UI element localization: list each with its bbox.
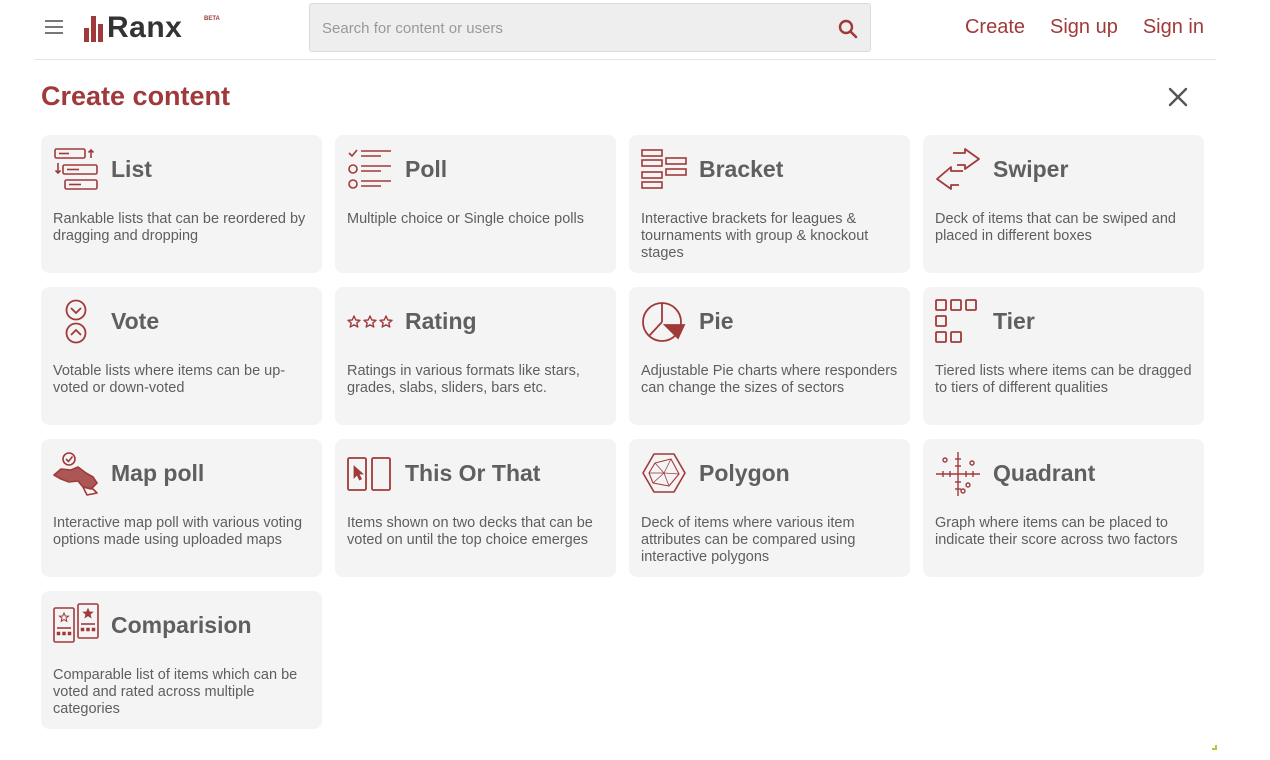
- map-poll-icon: [53, 451, 99, 497]
- sign-up-link[interactable]: Sign up: [1050, 16, 1118, 38]
- card-description: Tiered lists where items can be dragged to tiers of different qualities: [935, 363, 1192, 396]
- card-bracket[interactable]: [629, 135, 910, 273]
- comparison-icon: [53, 603, 99, 649]
- card-description: Rankable lists that can be reordered by dragging and dropping: [53, 211, 306, 244]
- card-tier[interactable]: [923, 287, 1204, 425]
- card-vote[interactable]: [41, 287, 322, 425]
- card-title: Polygon: [699, 460, 790, 486]
- card-quadrant[interactable]: [923, 439, 1204, 577]
- quadrant-icon: [935, 451, 981, 497]
- card-title: List: [111, 156, 152, 182]
- card-description: Deck of items where various item attributes can be compared using interactive polygons: [641, 515, 856, 565]
- card-title: Swiper: [993, 156, 1069, 182]
- card-title: This Or That: [405, 460, 541, 486]
- close-icon[interactable]: [1167, 86, 1189, 108]
- card-description: Interactive brackets for leagues & tournaments with group & knockout stages: [641, 211, 869, 261]
- vote-icon: [53, 299, 99, 345]
- hamburger-menu-icon[interactable]: [45, 18, 63, 34]
- create-link[interactable]: Create: [964, 16, 1025, 38]
- card-poll[interactable]: [335, 135, 616, 273]
- pie-icon: [641, 299, 687, 345]
- bracket-icon: [641, 147, 687, 193]
- card-list[interactable]: [41, 135, 322, 273]
- search-input[interactable]: [322, 17, 822, 39]
- beta-badge: BETA: [204, 16, 220, 22]
- card-map-poll[interactable]: [41, 439, 322, 577]
- card-title: Pie: [699, 308, 734, 334]
- logo-text: Ranx: [107, 11, 183, 44]
- card-rating[interactable]: [335, 287, 616, 425]
- list-icon: [53, 147, 99, 193]
- polygon-icon: [641, 451, 687, 497]
- card-title: Quadrant: [993, 460, 1096, 486]
- card-polygon[interactable]: [629, 439, 910, 577]
- rating-icon: [347, 299, 393, 345]
- card-pie[interactable]: [629, 287, 910, 425]
- top-nav: [940, 14, 1204, 40]
- card-description: Ratings in various formats like stars, grades, slabs, sliders, bars etc.: [347, 363, 580, 396]
- card-title: Comparision: [111, 612, 252, 638]
- top-header: [34, 0, 1216, 60]
- corner-resize-mark: [1212, 745, 1217, 750]
- search-box: [309, 3, 871, 52]
- page-title: Create content: [41, 81, 231, 111]
- card-title: Map poll: [111, 460, 205, 486]
- card-this-or-that[interactable]: [335, 439, 616, 577]
- this-or-that-icon: [347, 451, 393, 497]
- card-title: Bracket: [699, 156, 784, 182]
- card-title: Tier: [993, 308, 1035, 334]
- card-description: Graph where items can be placed to indicate their score across two factors: [935, 515, 1178, 548]
- search-icon[interactable]: [838, 19, 858, 39]
- poll-icon: [347, 147, 393, 193]
- logo[interactable]: [84, 11, 220, 44]
- card-description: Comparable list of items which can be voted and rated across multiple categories: [53, 667, 298, 717]
- card-description: Votable lists where items can be up-voted or down-voted: [53, 363, 286, 396]
- card-description: Adjustable Pie charts where responders can change the sizes of sectors: [641, 363, 898, 396]
- card-description: Items shown on two decks that can be voted on until the top choice emerges: [347, 515, 593, 548]
- tier-icon: [935, 299, 981, 345]
- card-title: Vote: [111, 308, 160, 334]
- sign-in-link[interactable]: Sign in: [1142, 16, 1204, 38]
- logo-bars-icon: [84, 16, 105, 42]
- swiper-icon: [935, 147, 981, 193]
- card-description: Deck of items that can be swiped and placed in different boxes: [935, 211, 1176, 244]
- card-title: Rating: [405, 308, 477, 334]
- card-description: Multiple choice or Single choice polls: [347, 211, 584, 227]
- card-swiper[interactable]: [923, 135, 1204, 273]
- card-comparison[interactable]: [41, 591, 322, 729]
- card-description: Interactive map poll with various voting options made using uploaded maps: [53, 515, 303, 548]
- card-title: Poll: [405, 156, 448, 182]
